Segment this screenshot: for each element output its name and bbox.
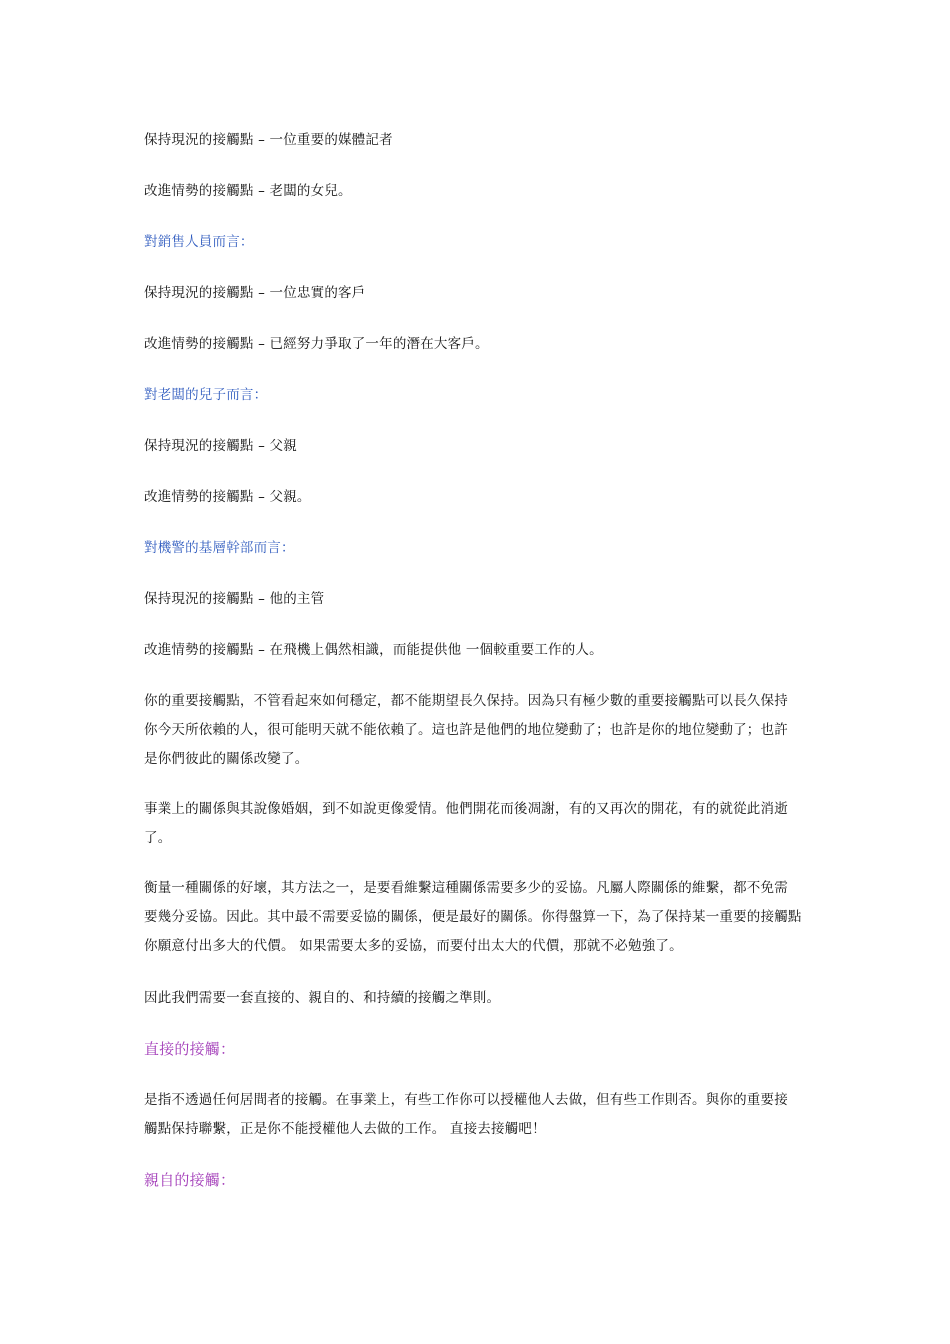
text-line: 保持現況的接觸點 – 一位重要的媒體記者 — [144, 132, 393, 148]
paragraph-line: 是指不透過任何居間者的接觸。在事業上，有些工作你可以授權他人去做，但有些工作則否。與你的重要接 — [144, 1092, 788, 1108]
paragraph-line: 事業上的關係與其說像婚姻，到不如說更像愛情。他們開花而後凋謝，有的又再次的開花，有的就從此消逝 — [144, 801, 788, 817]
paragraph-relationship-love — [144, 795, 808, 853]
text-line: 改進情勢的接觸點 – 老闆的女兒。 — [144, 183, 352, 199]
paragraph-line: 要幾分妥協。因此。其中最不需要妥協的關係，便是最好的關係。你得盤算一下，為了保持某一重要的接觸點 — [144, 909, 802, 925]
section-heading-sales: 對銷售人員而言： — [144, 234, 254, 250]
paragraph-line: 了。 — [144, 830, 172, 846]
paragraph-contacts-unstable — [144, 687, 808, 774]
text-line: 因此我們需要一套直接的、親自的、和持續的接觸之準則。 — [144, 990, 501, 1006]
section-heading-son: 對老闆的兒子而言： — [144, 387, 268, 403]
paragraph-line: 你願意付出多大的代價。 如果需要太多的妥協，而要付出太大的代價，那就不必勉強了。 — [144, 938, 683, 954]
text-line: 保持現況的接觸點 – 父親 — [144, 438, 297, 454]
text-line: 改進情勢的接觸點 – 已經努力爭取了一年的潛在大客戶。 — [144, 336, 489, 352]
section-heading-direct-contact: 直接的接觸： — [144, 1040, 236, 1058]
paragraph-line: 觸點保持聯繫，正是你不能授權他人去做的工作。 直接去接觸吧！ — [144, 1121, 546, 1137]
paragraph-line: 是你們彼此的關係改變了。 — [144, 751, 309, 767]
paragraph-line: 你的重要接觸點，不管看起來如何穩定，都不能期望長久保持。因為只有極少數的重要接觸點可以長久保持 — [144, 693, 788, 709]
paragraph-line: 你今天所依賴的人，很可能明天就不能依賴了。這也許是他們的地位變動了；也許是你的地位變動了；也許 — [144, 722, 788, 738]
text-line: 改進情勢的接觸點 – 父親。 — [144, 489, 311, 505]
text-line: 保持現況的接觸點 – 一位忠實的客戶 — [144, 285, 366, 301]
section-heading-police: 對機警的基層幹部而言： — [144, 540, 295, 556]
paragraph-line: 衡量一種關係的好壞，其方法之一，是要看維繫這種關係需要多少的妥協。凡屬人際關係的維繫，都不免需 — [144, 880, 788, 896]
paragraph-direct-contact — [144, 1086, 808, 1144]
paragraph-compromise — [144, 874, 808, 961]
text-line: 保持現況的接觸點 – 他的主管 — [144, 591, 325, 607]
text-line: 改進情勢的接觸點 – 在飛機上偶然相識，而能提供他 一個較重要工作的人。 — [144, 642, 603, 658]
section-heading-personal-contact: 親自的接觸： — [144, 1171, 236, 1189]
